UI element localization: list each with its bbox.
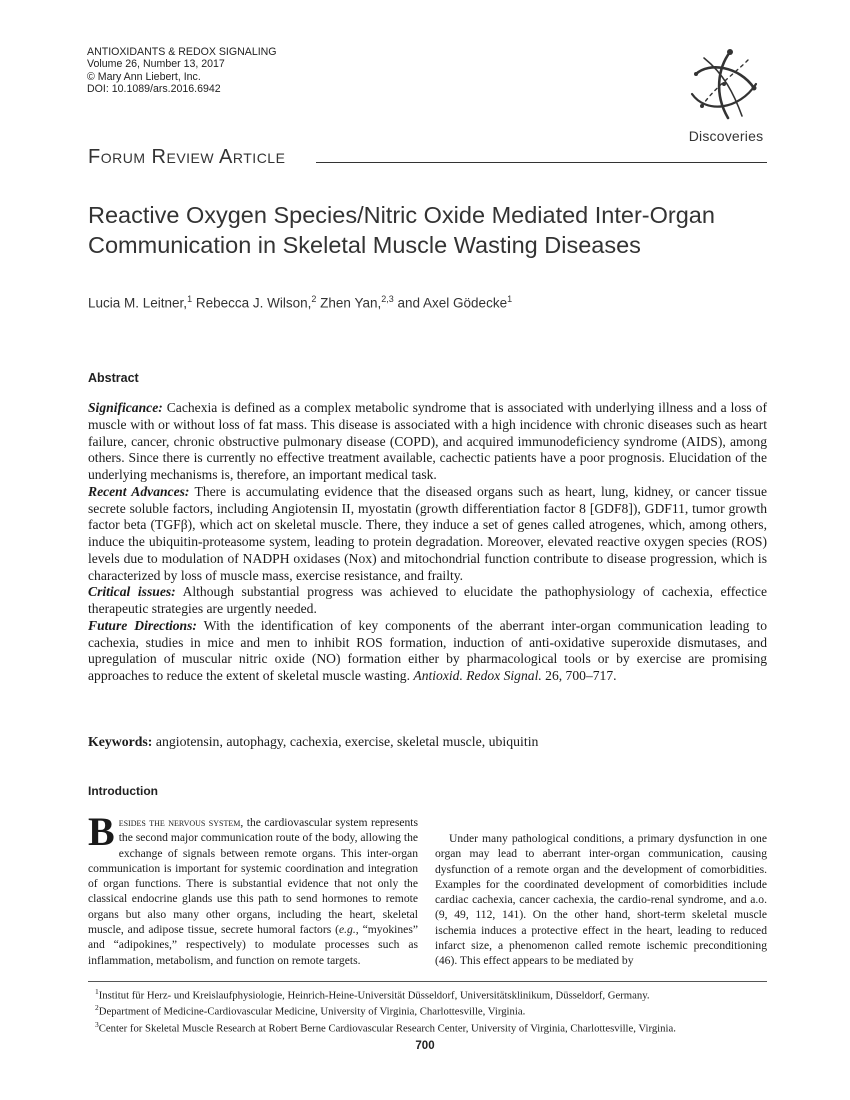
article-type: Forum Review Article (88, 146, 286, 168)
abstract-critical-issues (88, 584, 767, 618)
author-affiliation: 1 (187, 294, 193, 304)
author-name: Zhen Yan, (320, 295, 382, 311)
author-name: Rebecca J. Wilson, (195, 295, 312, 311)
footnote-rule (88, 981, 767, 982)
intro-text: Under many pathological conditions, a primary dysfunction in one organ may lead to aberrant inter-organ communication, causing dysfunction of a remote organ and the development of comorbidities. Examples for the coordinated development of comorbidities include cardiac cachexia, cancer cachexia, the cardio-renal syndrome, and a.o. (9, 49, 112, 141). On the other hand, short-term skeletal muscle ischemia induces a protective effect in the heart, leading to reduced infarct size, a phenomenon called remote ischemic preconditioning (46). This effect appears to be mediated by (435, 832, 767, 968)
section-text: Although substantial progress was achieved to elucidate the pathophysiology of cachexia, effectice therapeutic strategies are urgently needed. (88, 584, 767, 616)
author-name: and Axel Gödecke (397, 295, 508, 311)
section-text: There is accumulating evidence that the diseased organs such as heart, lung, kidney, or cancer tissue secrete soluble factors, including Angiotensin II, myostatin (growth differentiation factor 8 [GDF8]), GDF11, tumor growth factor beta (TGFβ), which act on skeletal muscle. There, they induce a set of genes called atrogenes, which, among others, induce the ubiquitin-proteasome system, leading to protein degradation. Moreover, elevated reactive oxygen species (ROS) levels due to modulation of NADPH oxidases (Nox) and mitochondrial function contribute to disease progression, which is characterized by loss of muscle mass, exercise resistance, and frailty. (88, 483, 768, 583)
logo-text: Discoveries (688, 128, 764, 144)
section-label: Recent Advances: (88, 483, 190, 499)
journal-info (87, 46, 277, 96)
footnote-number: 3 (95, 1019, 99, 1029)
introduction-heading: Introduction (88, 784, 158, 798)
footnotes (95, 986, 775, 1035)
author-list (88, 294, 512, 311)
keywords-label: Keywords: (88, 734, 153, 749)
journal-copyright: © Mary Ann Liebert, Inc. (87, 70, 201, 83)
atom-discovery-icon (684, 44, 764, 124)
keywords (88, 734, 538, 750)
article-title: Reactive Oxygen Species/Nitric Oxide Mediated Inter-Organ Communication in Skeletal Muscle Wasting Diseases (88, 202, 715, 258)
section-label: Critical issues: (88, 584, 176, 600)
abstract-recent-advances (88, 484, 767, 585)
section-text: Cachexia is defined as a complex metabolic syndrome that is associated with underlying illness and a loss of muscle with or without loss of fat mass. This disease is associated with a high incidence with chronic diseases such as heart failure, cancer, chronic obstructive pulmonary disease (COPD), and acquired immunodeficiency syndrome (AIDS), among others. Since there is currently no effective treatment available, cachectic patients have a poor prognosis. Elucidation of the underlying mechanisms is, therefore, an important medical task. (88, 400, 767, 482)
section-label: Significance: (88, 400, 163, 415)
footnote-text: Department of Medicine-Cardiovascular Medicine, University of Virginia, Charlottesville, Virginia. (98, 1005, 526, 1018)
citation-volume: 26, 700–717. (545, 668, 617, 683)
abstract-significance (88, 400, 767, 484)
author-affiliation: 2,3 (381, 294, 394, 304)
intro-eg: e.g., (339, 923, 359, 937)
abstract-body (88, 400, 767, 685)
body-column-left (88, 809, 419, 968)
citation-journal: Antioxid. Redox Signal. (413, 668, 542, 683)
footnote-text: Center for Skeletal Muscle Research at Robert Berne Cardiovascular Research Center, University of Virginia, Charlottesville, Virginia. (98, 1022, 676, 1035)
abstract-future-directions (88, 618, 767, 685)
abstract-heading: Abstract (88, 371, 139, 385)
article-type-rule (316, 162, 767, 163)
smallcaps-lead: esides the nervous system, (118, 816, 244, 829)
discoveries-logo (676, 44, 772, 148)
footnote-text: Institut für Herz- und Kreislaufphysiologie, Heinrich-Heine-Universität Düsseldorf, Universitätsklinikum, Düsseldorf, Germany. (98, 989, 650, 1002)
footnote-number: 2 (95, 1003, 99, 1013)
section-label: Future Directions: (88, 617, 197, 633)
intro-text-tail: “myokines” and “adipokines,” respectively) to modulate processes such as inflammation, metabolism, and function on remote targets. (88, 923, 418, 967)
page-number: 700 (415, 1040, 435, 1052)
footnote (95, 1019, 775, 1035)
section-text: With the identification of key components of the aberrant inter-organ communication leading to cachexia, studies in mice and men to inhibit ROS formation, induction of anti-oxidative superoxide dismutases, and upregulation of muscular nitric oxide (NO) formation either by pharmacological tools or by exercise are promising approaches to reduce the extent of skeletal muscle wasting. (88, 617, 767, 683)
author-affiliation: 1 (507, 294, 513, 304)
footnote-number: 1 (95, 987, 99, 996)
intro-paragraph (88, 809, 419, 968)
author-name: Lucia M. Leitner, (88, 295, 188, 311)
keywords-text: angiotensin, autophagy, cachexia, exercise, skeletal muscle, ubiquitin (155, 734, 539, 749)
journal-volume: Volume 26, Number 13, 2017 (87, 58, 225, 71)
author-affiliation: 2 (311, 294, 317, 304)
intro-text: the cardiovascular system represents the second major communication route of the body, allowing the exchange of signals between remote organs. This inter-organ communication is important for systemic coordination and integration of organ functions. There is substantial evidence that not only the classical endocrine glands use this path to send hormones to remote organs but also many other organs, including the heart, skeletal muscle, and adipose tissue, secrete humoral factors ( (88, 816, 419, 937)
drop-cap: B (88, 809, 115, 854)
journal-doi: DOI: 10.1089/ars.2016.6942 (87, 83, 221, 96)
footnote (95, 986, 775, 1002)
intro-paragraph (435, 831, 767, 969)
footnote (95, 1002, 775, 1018)
journal-name: ANTIOXIDANTS & REDOX SIGNALING (87, 46, 277, 58)
body-column-right (435, 784, 767, 969)
